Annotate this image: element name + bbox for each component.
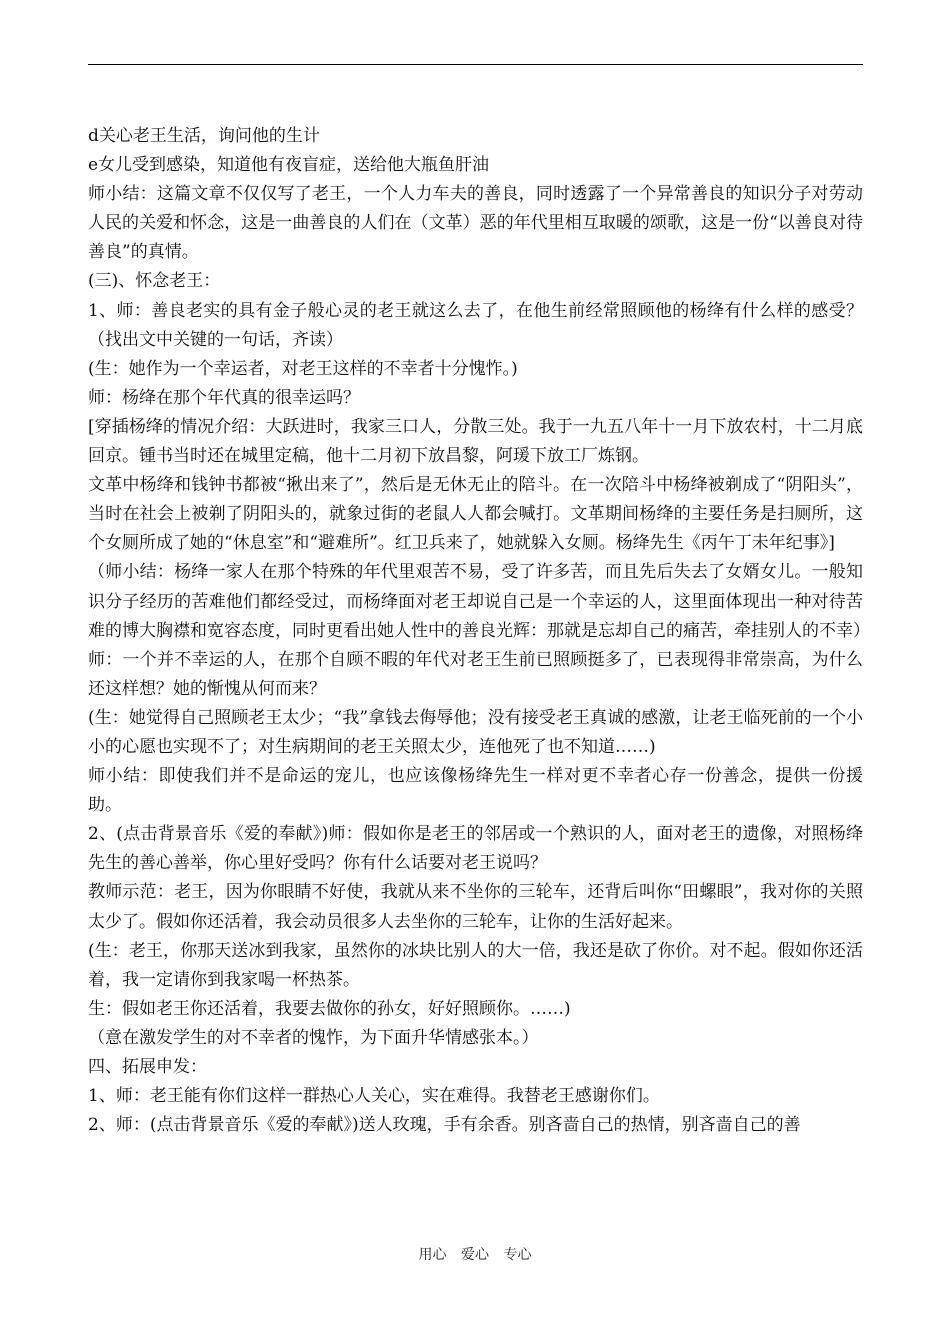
paragraph: 生：假如老王你还活着，我要去做你的孙女，好好照顾你。……) (88, 998, 571, 1019)
paragraph: （师小结：杨绛一家人在那个特殊的年代里艰苦不易，受了许多苦，而且先后失去了女婿女儿。一般知识分子经历的苦难他们都经受过，而杨绛面对老王却说自己是一个幸运的人，这里面体现出一种对待苦难的博大胸襟和宽容态度，同时更看出她人性中的善良光辉：那就是忘却自己的痛苦，牵挂别人的不幸） (88, 562, 870, 641)
paragraph: (生：她作为一个幸运者，对老王这样的不幸者十分愧怍。) (88, 358, 518, 379)
paragraph: 1、师：老王能有你们这样一群热心人关心，实在难得。我替老王感谢你们。 (88, 1086, 660, 1107)
paragraph: 文革中杨绛和钱钟书都被“揪出来了”，然后是无休无止的陪斗。在一次陪斗中杨绛被剃成了“阴阳头”，当时在社会上被剃了阴阳头的，就象过街的老鼠人人都会喊打。文革期间杨绛的主要任务是扫厕所，这个女厕所成了她的“休息室”和“避难所”。红卫兵来了，她就躲入女厕。杨绛先生《丙午丁未年纪事》] (88, 475, 863, 554)
paragraph: d关心老王生活，询问他的生计 (88, 126, 320, 146)
footer-word: 专心 (503, 1247, 532, 1263)
page-footer (0, 1244, 950, 1264)
document-body (88, 122, 870, 1140)
paragraph: 教师示范：老王，因为你眼睛不好使，我就从来不坐你的三轮车，还背后叫你“田螺眼”，我对你的关照太少了。假如你还活着，我会动员很多人去坐你的三轮车，让你的生活好起来。 (88, 882, 863, 932)
paragraph: (生：老王，你那天送冰到我家，虽然你的冰块比别人的大一倍，我还是砍了你价。对不起。假如你还活着，我一定请你到我家喝一杯热茶。 (88, 940, 863, 990)
paragraph: (生：她觉得自己照顾老王太少；“我”拿钱去侮辱他；没有接受老王真诚的感激，让老王临死前的一个小小的心愿也实现不了；对生病期间的老王关照太少，连他死了也不知道……) (88, 707, 863, 757)
section-heading: 四、拓展申发： (88, 1057, 207, 1077)
paragraph: 师小结：即使我们并不是命运的宠儿，也应该像杨绛先生一样对更不幸者心存一份善念，提供一份援助。 (88, 766, 863, 816)
paragraph: 2、师：(点击背景音乐《爱的奉献》)送人玫瑰，手有余香。别吝啬自己的热情，别吝啬自己的善 (88, 1115, 801, 1136)
paragraph: e女儿受到感染，知道他有夜盲症，送给他大瓶鱼肝油 (88, 155, 490, 176)
section-heading: (三)、怀念老王： (88, 271, 221, 292)
paragraph: 2、(点击背景音乐《爱的奉献》)师：假如你是老王的邻居或一个熟识的人，面对老王的遗像，对照杨绛先生的善心善举，你心里好受吗？你有什么话要对老王说吗？ (88, 824, 863, 874)
footer-word: 爱心 (461, 1247, 489, 1263)
paragraph: （意在激发学生的对不幸者的愧怍，为下面升华情感张本。） (88, 1027, 539, 1048)
header-rule (88, 64, 863, 65)
paragraph: 师小结：这篇文章不仅仅写了老王，一个人力车夫的善良，同时透露了一个异常善良的知识分子对劳动人民的关爱和怀念，这是一曲善良的人们在（文革）恶的年代里相互取暖的颂歌，这是一份“以善良对待善良”的真情。 (88, 184, 863, 263)
footer-word: 用心 (418, 1247, 447, 1263)
paragraph: 师：一个并不幸运的人，在那个自顾不暇的年代对老王生前已照顾挺多了，已表现得非常崇高，为什么还这样想？她的惭愧从何而来？ (88, 649, 863, 699)
paragraph: 师：杨绛在那个年代真的很幸运吗？ (88, 387, 360, 408)
paragraph: 1、师：善良老实的具有金子般心灵的老王就这么去了，在他生前经常照顾他的杨绛有什么样的感受？（找出文中关键的一句话，齐读） (88, 300, 863, 350)
paragraph: [穿插杨绛的情况介绍：大跃进时，我家三口人，分散三处。我于一九五八年十一月下放农村，十二月底回京。锺书当时还在城里定稿，他十二月初下放昌黎，阿瑗下放工厂炼钢。 (88, 416, 863, 467)
